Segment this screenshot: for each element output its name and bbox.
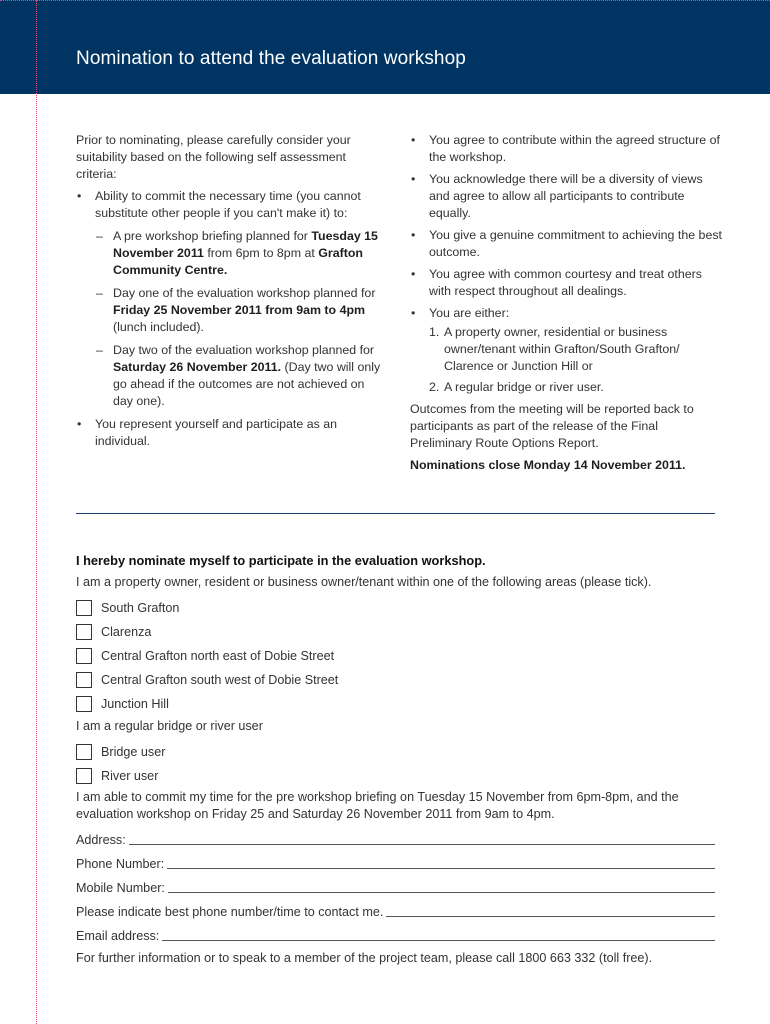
outcomes-text: Outcomes from the meeting will be reported back to participants as part of the release of the Final Preliminary Route Options Report.	[410, 402, 694, 450]
page-left-edge	[36, 0, 37, 1024]
session-date: Saturday 26 November 2011.	[113, 360, 282, 374]
checkbox-label: Bridge user	[101, 745, 166, 759]
field-label: Phone Number:	[76, 857, 165, 871]
eligibility-list	[429, 324, 722, 396]
best-contact-field[interactable]	[76, 900, 715, 924]
session-text: Day two of the evaluation workshop planned for	[113, 343, 375, 357]
eligibility-text: A regular bridge or river user.	[444, 380, 604, 394]
field-label: Mobile Number:	[76, 881, 165, 895]
closing-date: Nominations close Monday 14 November 2011.	[410, 458, 686, 472]
checkbox[interactable]	[76, 696, 92, 712]
session-list	[95, 228, 386, 410]
checkbox-label: Central Grafton north east of Dobie Street	[101, 649, 335, 663]
left-column	[76, 132, 386, 455]
session-text: Day one of the evaluation workshop planned for	[113, 286, 376, 300]
checkbox[interactable]	[76, 744, 92, 760]
intro-text: Prior to nominating, please carefully consider your suitability based on the following self assessment criteria:	[76, 133, 351, 181]
closing-date-text	[410, 457, 722, 474]
checkbox[interactable]	[76, 768, 92, 784]
session-date: Tuesday 15 November 2011	[113, 229, 378, 260]
agreement-item-either	[410, 305, 722, 396]
criteria-item-individual	[76, 416, 386, 450]
area-option-junction-hill[interactable]	[76, 692, 715, 716]
agreement-text: You are either:	[429, 306, 510, 320]
field-label: Address:	[76, 833, 126, 847]
areas-prompt: I am a property owner, resident or business owner/tenant within one of the following areas (please tick).	[76, 575, 652, 589]
agreement-item: • You agree with common courtesy and treat others with respect throughout all dealings.	[410, 266, 722, 300]
session-item-briefing	[95, 228, 386, 279]
checkbox-label: Clarenza	[101, 625, 152, 639]
section-divider	[76, 513, 715, 514]
session-text: from 6pm to 8pm at	[203, 246, 319, 260]
agreement-item: • You agree to contribute within the agreed structure of the workshop.	[410, 132, 722, 166]
session-date: Friday 25 November 2011 from 9am to 4pm	[113, 303, 366, 317]
right-column	[410, 132, 722, 479]
best-contact-input-line[interactable]	[386, 916, 715, 917]
header-band	[0, 0, 770, 94]
agreement-list	[410, 132, 722, 396]
contact-footer: For further information or to speak to a member of the project team, please call 1800 663 332 (toll free).	[76, 951, 653, 965]
form-heading: I hereby nominate myself to participate in the evaluation workshop.	[76, 553, 486, 568]
checkbox-label: River user	[101, 769, 159, 783]
criteria-text: You represent yourself and participate as an individual.	[95, 417, 338, 448]
checkbox-label: Central Grafton south west of Dobie Street	[101, 673, 339, 687]
field-label: Please indicate best phone number/time to contact me.	[76, 905, 384, 919]
eligibility-item	[429, 324, 722, 375]
session-text: (Day two will only go ahead if the outcomes are not achieved on day one).	[113, 360, 381, 408]
area-option-central-south-west[interactable]	[76, 668, 715, 692]
checkbox[interactable]	[76, 672, 92, 688]
user-option-river[interactable]	[76, 764, 715, 788]
email-input-line[interactable]	[162, 940, 715, 941]
phone-field[interactable]	[76, 852, 715, 876]
area-option-clarenza[interactable]	[76, 620, 715, 644]
mobile-field[interactable]	[76, 876, 715, 900]
user-prompt: I am a regular bridge or river user	[76, 719, 263, 733]
criteria-list	[76, 188, 386, 450]
commitment-text: I am able to commit my time for the pre workshop briefing on Tuesday 15 November from 6pm-8pm, and the evaluation workshop on Friday 25 and Saturday 26 November 2011 from 9am to 4pm.	[76, 790, 679, 821]
mobile-input-line[interactable]	[168, 892, 715, 893]
eligibility-text: A property owner, residential or business owner/tenant within Grafton/South Grafton/ Clarence or Junction Hill or	[444, 325, 680, 373]
email-field[interactable]	[76, 924, 715, 948]
area-option-south-grafton[interactable]	[76, 596, 715, 620]
checkbox-label: Junction Hill	[101, 697, 169, 711]
criteria-text: Ability to commit the necessary time (you cannot substitute other people if you can't make it) to:	[95, 189, 361, 220]
phone-input-line[interactable]	[167, 868, 715, 869]
eligibility-number: 1.	[429, 325, 440, 339]
user-option-bridge[interactable]	[76, 740, 715, 764]
checkbox[interactable]	[76, 624, 92, 640]
session-item-day-one	[95, 285, 386, 336]
checkbox-label: South Grafton	[101, 601, 180, 615]
agreement-item: • You acknowledge there will be a diversity of views and agree to allow all participants to contribute equally.	[410, 171, 722, 222]
session-text: A pre workshop briefing planned for	[113, 229, 312, 243]
criteria-item-time	[76, 188, 386, 410]
agreement-item: • You give a genuine commitment to achieving the best outcome.	[410, 227, 722, 261]
eligibility-number: 2.	[429, 380, 440, 394]
session-place: Grafton Community Centre.	[113, 246, 363, 277]
session-text: (lunch included).	[113, 320, 204, 334]
area-option-central-north-east[interactable]	[76, 644, 715, 668]
page-top-edge	[0, 0, 770, 1]
field-label: Email address:	[76, 929, 160, 943]
page-title: Nomination to attend the evaluation workshop	[76, 48, 466, 69]
checkbox[interactable]	[76, 648, 92, 664]
session-item-day-two	[95, 342, 386, 410]
address-input-line[interactable]	[129, 844, 715, 845]
eligibility-item	[429, 379, 722, 396]
address-field[interactable]	[76, 828, 715, 852]
nomination-form	[76, 552, 715, 967]
checkbox[interactable]	[76, 600, 92, 616]
